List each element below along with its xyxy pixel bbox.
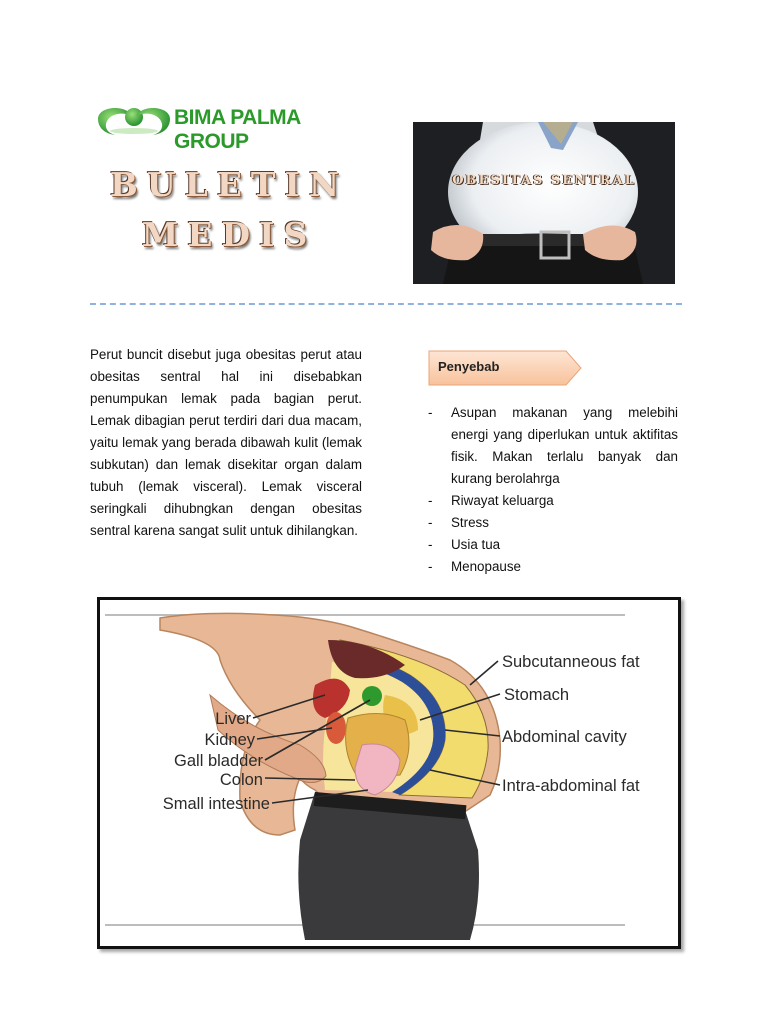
causes-list [428, 402, 678, 578]
obese-belly-illustration [413, 122, 675, 284]
dashed-divider [90, 303, 682, 305]
label-intra-abdominal-fat: Intra-abdominal fat [502, 777, 640, 795]
label-gall-bladder: Gall bladder [174, 752, 263, 770]
label-abdominal-cavity: Abdominal cavity [502, 728, 627, 746]
label-colon: Colon [219, 771, 263, 789]
label-kidney: Kidney [204, 731, 255, 749]
company-name: BIMA PALMA GROUP [174, 106, 301, 153]
anatomy-illustration [100, 600, 678, 946]
list-item: - Asupan makanan yang melebihi energi yang diperlukan untuk aktifitas fisik. Makan terlalu banyak dan kurang berolahrga [428, 402, 678, 490]
company-logo [96, 100, 366, 153]
bima-palma-logo-icon [96, 100, 176, 140]
abdomen-anatomy-diagram [97, 597, 681, 949]
title-line-2: MEDIS [141, 215, 317, 254]
hero-label: OBESITAS SENTRAL [452, 173, 636, 188]
intro-paragraph: Perut buncit disebut juga obesitas perut atau obesitas sentral hal ini disebabkan penumpukan lemak pada bagian perut. Lemak dibagian perut terdiri dari dua macam, yaitu lemak yang berada dibawah kulit (lemak subkutan) dan lemak disekitar organ dalam tubuh (lemak visceral). Lemak visceral seringkali dihubngkan dengan obesitas sentral karena sangat sulit untuk dihilangkan. [90, 347, 362, 538]
label-stomach: Stomach [504, 686, 570, 704]
list-item: - Riwayat keluarga [428, 490, 678, 512]
label-liver: Liver [215, 710, 251, 728]
list-item: - Stress [428, 512, 678, 534]
bulletin-title [104, 160, 354, 260]
causes-heading-tag [428, 350, 582, 386]
list-item: - Menopause [428, 556, 678, 578]
hero-image [413, 122, 675, 284]
label-subcutaneous-fat: Subcutanneous fat [502, 653, 640, 671]
label-small-intestine: Small intestine [162, 795, 270, 813]
causes-heading: Penyebab [438, 359, 500, 374]
list-item: - Usia tua [428, 534, 678, 556]
title-line-1: BULETIN [109, 165, 349, 204]
